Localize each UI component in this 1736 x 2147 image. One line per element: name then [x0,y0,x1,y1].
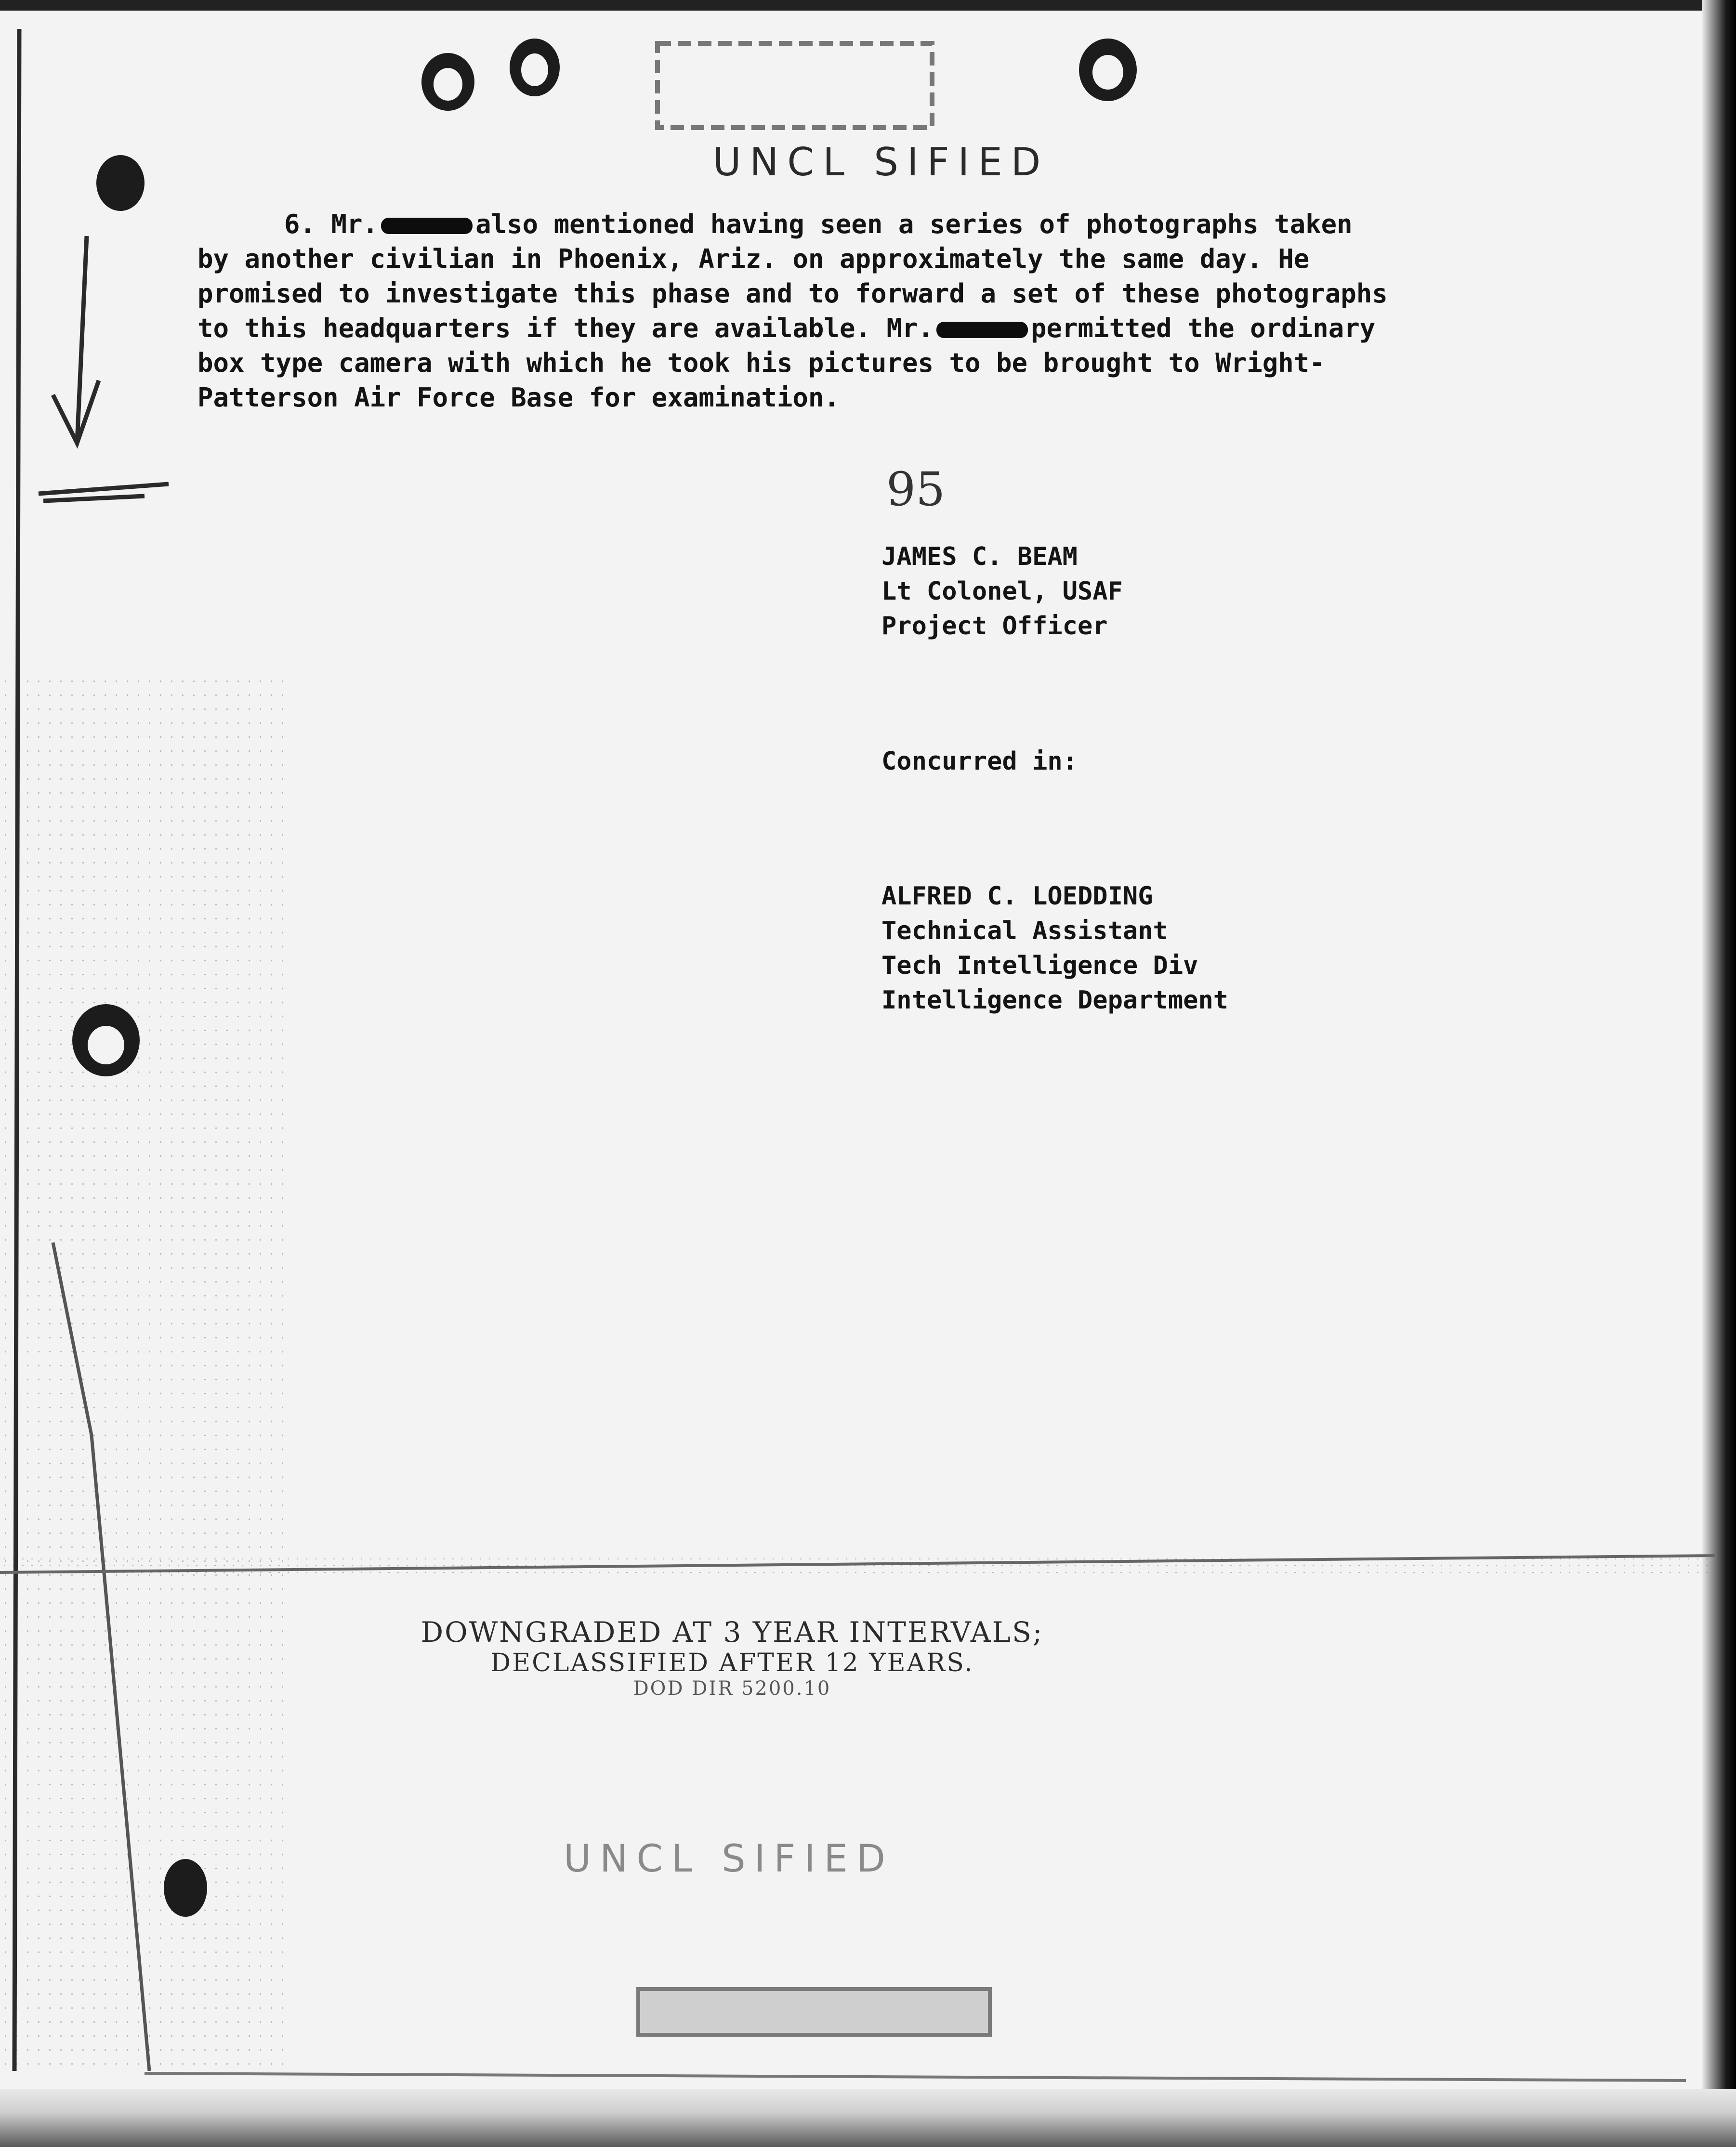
redaction-bar [936,322,1028,338]
classification-marking-top: UNCL SIFIED [713,140,1050,184]
stamp-line-3: DOD DIR 5200.10 [633,1677,831,1700]
punch-hole-6 [164,1859,207,1917]
signature-block-loedding [881,879,1228,1018]
margin-vertical-line [14,29,19,2071]
punch-hole-4 [96,155,145,211]
horizontal-fold-line [0,1556,1715,1572]
signer-rank: Lt Colonel, USAF [881,577,1123,606]
redaction-bar [381,218,473,234]
bottom-border-line [145,2073,1686,2081]
signer-division: Tech Intelligence Div [881,951,1198,980]
redaction-stamp-bottom [638,1989,990,2035]
paragraph-line: to this headquarters if they are available. Mr. permitted the ordinary [197,313,1376,343]
paragraph-line: box type camera with which he took his pictures to be brought to Wright- [197,348,1325,378]
signature-block-beam [881,539,1123,643]
signer-department: Intelligence Department [881,986,1229,1015]
signer-title: Project Officer [881,612,1108,641]
signer-name: ALFRED C. LOEDDING [881,882,1153,911]
margin-dash-mark [39,484,169,501]
concurrence-label: Concurred in: [881,747,1078,776]
declassification-stamp [395,1616,1069,1700]
redaction-stamp-top [658,43,932,128]
signer-name: JAMES C. BEAM [881,542,1078,571]
page-fold-line [53,1243,149,2071]
handwritten-annotation: 95 [886,462,946,516]
stamp-line-1: DOWNGRADED AT 3 YEAR INTERVALS; [421,1616,1044,1649]
body-paragraph [197,207,1517,415]
arrow-down-icon [53,236,99,443]
paragraph-line: Patterson Air Force Base for examination. [197,382,840,413]
paragraph-line: by another civilian in Phoenix, Ariz. on approximately the same day. He [197,244,1310,274]
signer-title: Technical Assistant [881,916,1168,945]
paragraph-line: promised to investigate this phase and to forward a set of these photographs [197,278,1388,309]
paragraph-line: 6. Mr. also mentioned having seen a series of photographs taken [284,209,1353,239]
stamp-line-2: DECLASSIFIED AFTER 12 YEARS. [490,1649,974,1677]
classification-marking-bottom: UNCL SIFIED [564,1837,894,1881]
